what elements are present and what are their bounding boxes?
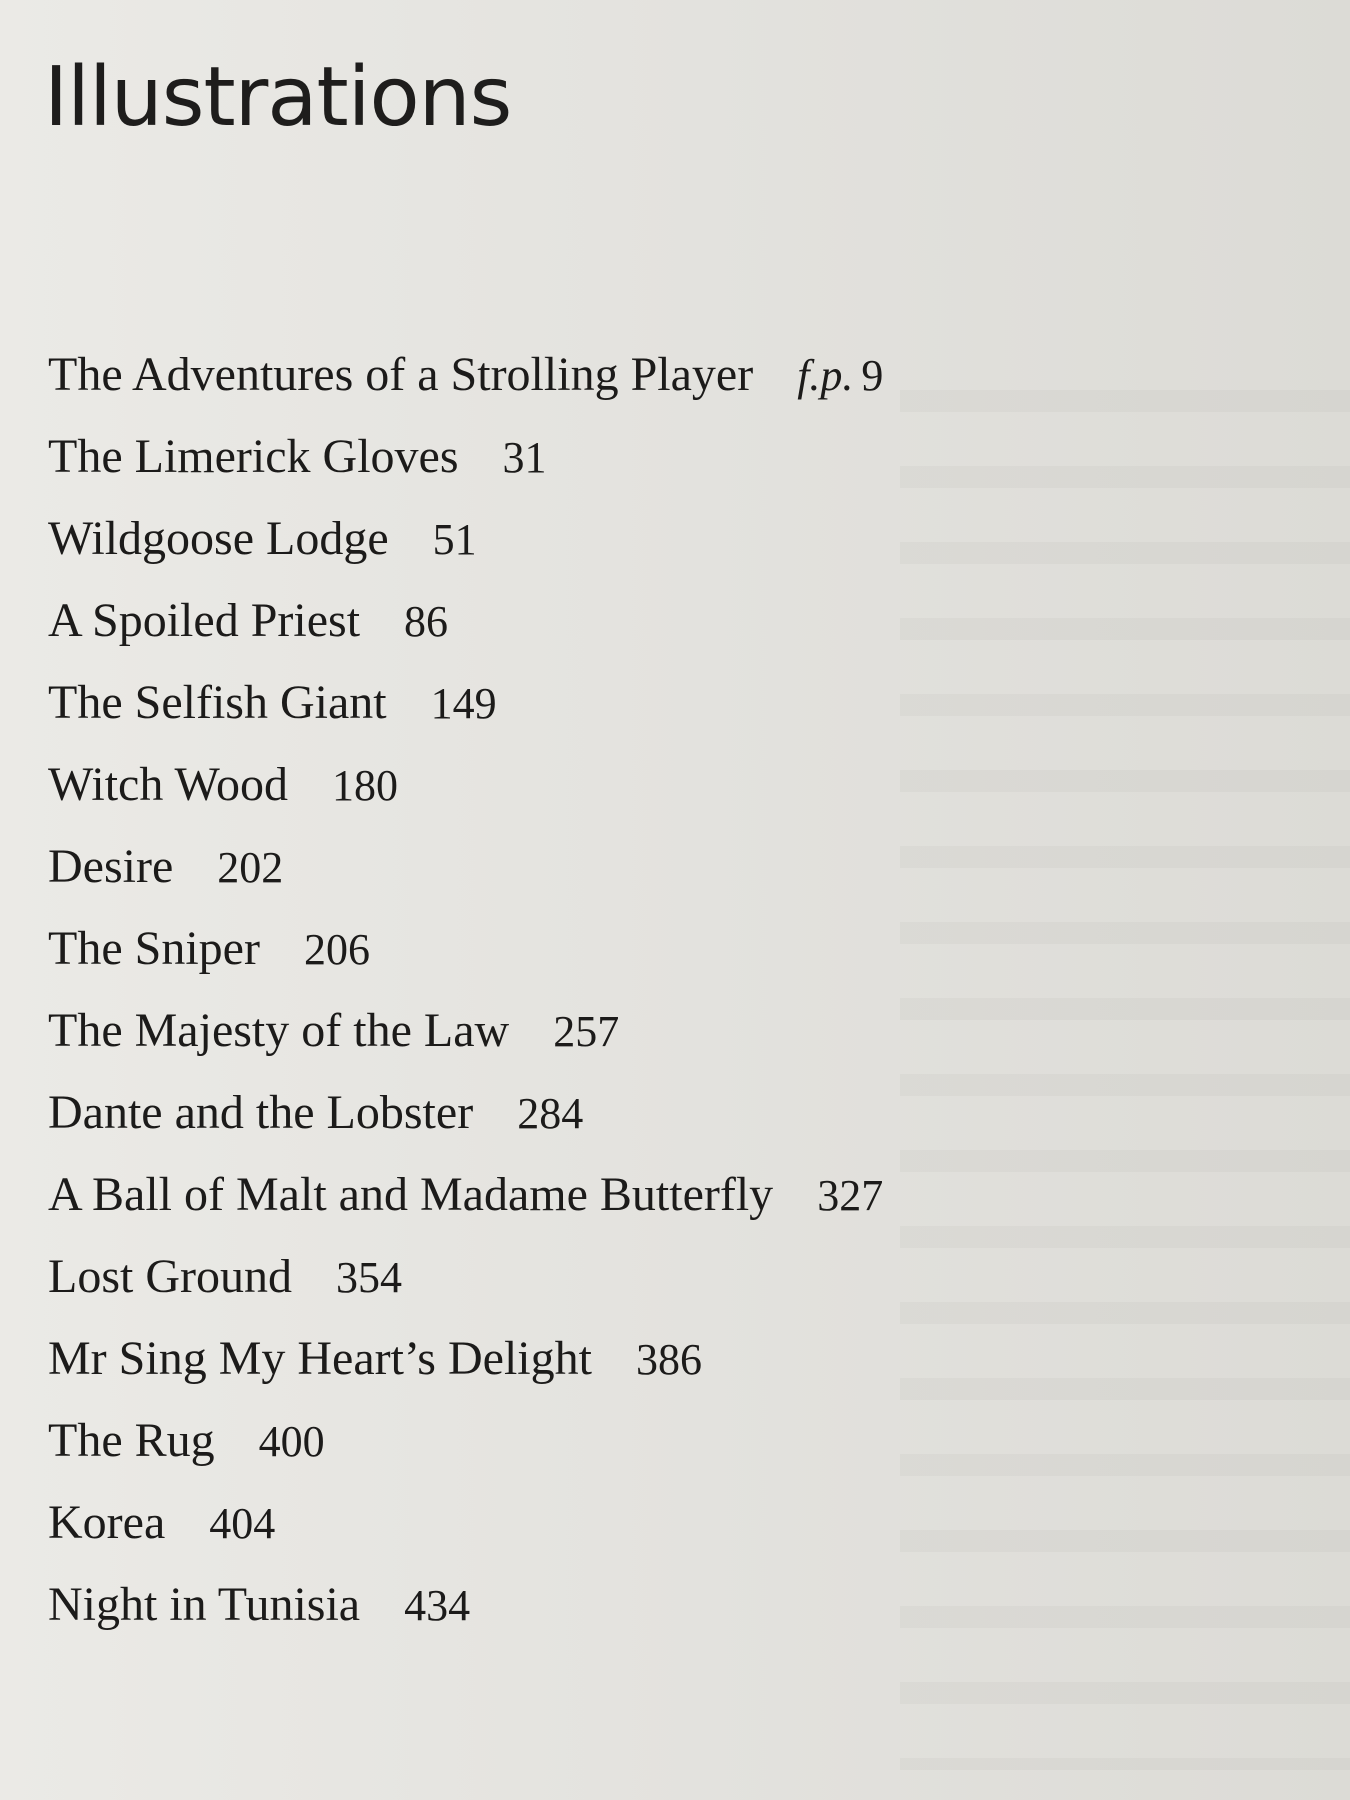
entry-title: Lost Ground (48, 1250, 292, 1303)
entry-page: 284 (517, 1089, 584, 1138)
list-item (48, 1400, 883, 1482)
entry-page: 434 (404, 1581, 471, 1630)
entry-title: The Adventures of a Strolling Player (48, 348, 754, 401)
list-item (48, 1318, 883, 1400)
entry-title: The Majesty of the Law (48, 1004, 510, 1057)
show-through-text (900, 350, 1350, 1770)
entry-title: The Rug (48, 1414, 215, 1467)
entry-title: A Spoiled Priest (48, 594, 361, 647)
entry-page: 202 (217, 843, 284, 892)
entry-page: 9 (861, 351, 884, 400)
entry-page: 206 (303, 925, 370, 974)
list-item (48, 744, 883, 826)
list-item (48, 1236, 883, 1318)
entry-page: 86 (404, 597, 449, 646)
entry-page: 400 (258, 1417, 325, 1466)
list-item (48, 498, 883, 580)
entry-title: Mr Sing My Heart’s Delight (48, 1332, 592, 1385)
entry-title: Dante and the Lobster (48, 1086, 474, 1139)
entry-page: 149 (430, 679, 497, 728)
list-item (48, 826, 883, 908)
entry-title: Witch Wood (48, 758, 288, 811)
list-item (48, 990, 883, 1072)
entry-page: 257 (553, 1007, 620, 1056)
entry-title: The Selfish Giant (48, 676, 387, 729)
list-item (48, 1154, 883, 1236)
entry-title: Night in Tunisia (48, 1578, 361, 1631)
list-item (48, 1482, 883, 1564)
list-item (48, 1072, 883, 1154)
entry-title: The Limerick Gloves (48, 430, 459, 483)
list-item (48, 334, 883, 416)
entry-title: Wildgoose Lodge (48, 512, 389, 565)
entry-page: 386 (635, 1335, 702, 1384)
entry-page: 327 (817, 1171, 884, 1220)
entry-title: The Sniper (48, 922, 260, 975)
entry-prefix: f.p. (797, 351, 854, 400)
entry-title: Desire (48, 840, 174, 893)
entry-page: 354 (335, 1253, 402, 1302)
page-heading: Illustrations (44, 50, 512, 145)
list-item (48, 1564, 883, 1646)
list-item (48, 662, 883, 744)
entry-page: 180 (331, 761, 398, 810)
entry-page: 404 (209, 1499, 276, 1548)
entry-page: 31 (502, 433, 547, 482)
list-item (48, 908, 883, 990)
entry-title: Korea (48, 1496, 166, 1549)
list-item (48, 580, 883, 662)
entry-title: A Ball of Malt and Madame Butterfly (48, 1168, 774, 1221)
entry-page: 51 (432, 515, 477, 564)
list-item (48, 416, 883, 498)
illustrations-list (48, 334, 883, 1646)
